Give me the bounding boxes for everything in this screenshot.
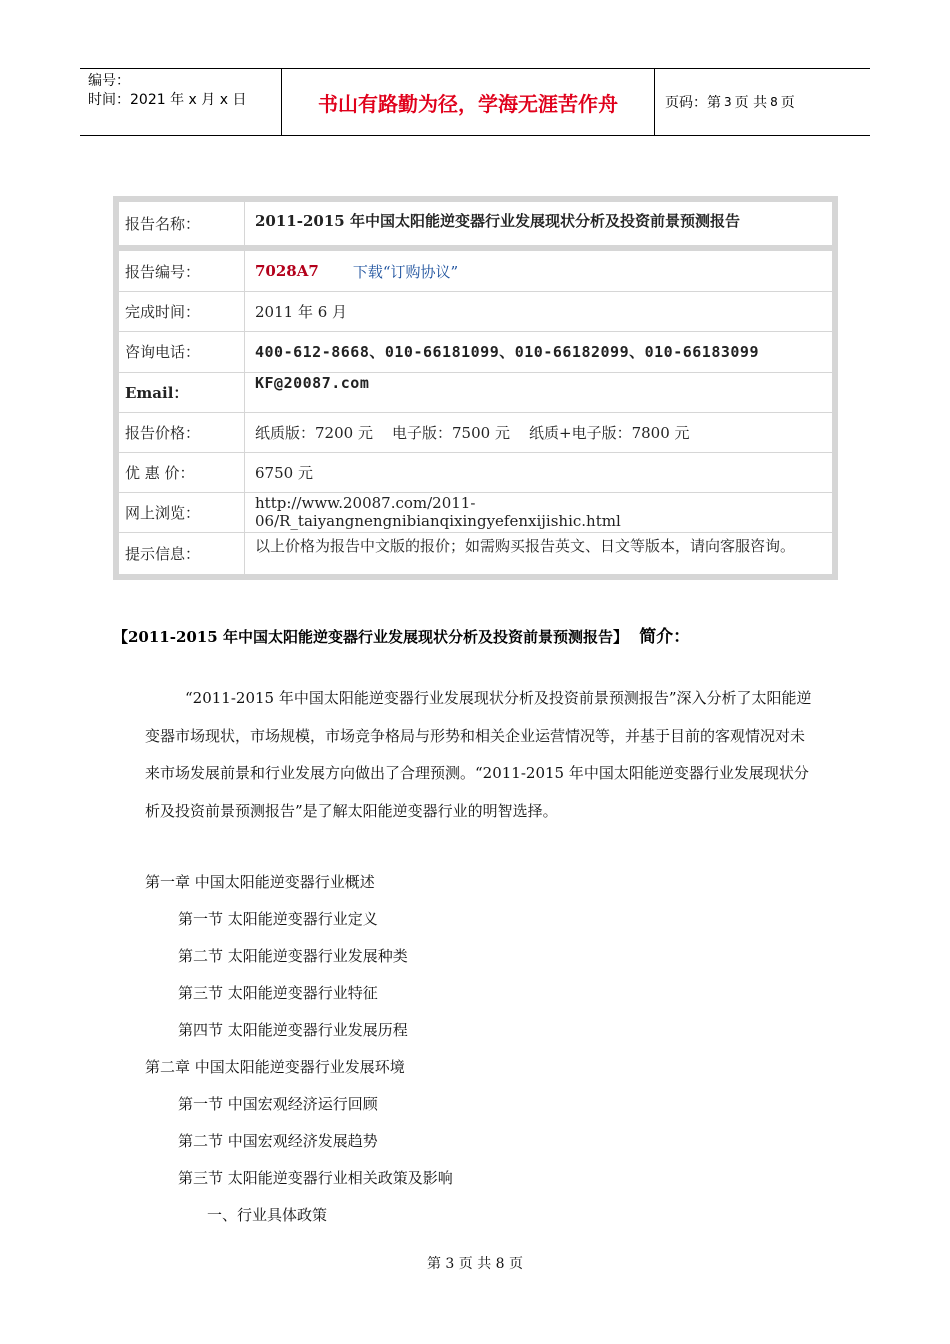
- page-footer: 第 3 页 共 8 页: [426, 1256, 524, 1272]
- row-report-name: [119, 202, 832, 246]
- page-suffix: 页: [780, 95, 795, 111]
- toc-item: 第一章 中国太阳能逆变器行业概述: [145, 873, 375, 891]
- row-label: 提示信息：: [119, 532, 245, 574]
- toc-item: 一、行业具体政策: [207, 1206, 328, 1224]
- price-value: 纸质版：7200 元 电子版：7500 元 纸质+电子版：7800 元: [255, 423, 690, 442]
- header-page-number: [655, 69, 870, 135]
- row-label: 优 惠 价：: [119, 452, 245, 492]
- intro-paragraph: [145, 680, 815, 830]
- row-price: [119, 412, 832, 453]
- row-label: 网上浏览：: [119, 492, 245, 532]
- report-name-value: 2011-2015 年中国太阳能逆变器行业发展现状分析及投资前景预测报告: [255, 212, 740, 230]
- toc-item: 第三节 太阳能逆变器行业相关政策及影响: [178, 1169, 453, 1187]
- row-url: [119, 492, 832, 533]
- toc-item: 第二章 中国太阳能逆变器行业发展环境: [145, 1058, 405, 1076]
- row-complete-date: [119, 291, 832, 332]
- page-header: [80, 68, 870, 136]
- notice-value: 以上价格为报告中文版的报价；如需购买报告英文、日文等版本，请向客服咨询。: [255, 537, 796, 555]
- row-label: 咨询电话：: [119, 331, 245, 372]
- header-motto: 书山有路勤为径，学海无涯苦作舟: [282, 69, 655, 135]
- download-agreement-link[interactable]: 下载“订购协议”: [352, 262, 459, 281]
- section-title: [113, 622, 690, 647]
- discount-value: 6750 元: [255, 463, 313, 482]
- intro-paragraph-text: “2011-2015 年中国太阳能逆变器行业发展现状分析及投资前景预测报告”深入分析了太阳能逆变器市场现状，市场规模，市场竞争格局与形势和相关企业运营情况等，并基于目前的客观情况对未来市场发展前景和行业发展方向做出了合理预测。“2011-2015 年中国太阳能逆变器行业发展现状分析及投资前景预测报告”是了解太阳能逆变器行业的明智选择。: [145, 689, 812, 820]
- section-title-text: 【2011-2015 年中国太阳能逆变器行业发展现状分析及投资前景预测报告】: [113, 628, 628, 646]
- row-label: 报告名称：: [119, 202, 245, 245]
- page-mid: 页 共: [734, 95, 768, 111]
- row-report-code: [119, 251, 832, 292]
- phone-value: 400-612-8668、010-66181099、010-66182099、010-66183099: [255, 343, 759, 361]
- toc-item: 第一节 中国宏观经济运行回顾: [178, 1095, 378, 1113]
- row-discount: [119, 452, 832, 493]
- page-current: 3: [724, 95, 732, 109]
- row-phone: [119, 331, 832, 373]
- toc-item: 第四节 太阳能逆变器行业发展历程: [178, 1021, 408, 1039]
- toc-item: 第三节 太阳能逆变器行业特征: [178, 984, 378, 1002]
- table-of-contents: [145, 864, 795, 1234]
- intro-label: 简介：: [639, 627, 691, 647]
- report-code-value: 7028A7: [255, 262, 319, 280]
- email-value[interactable]: KF@20087.com: [255, 374, 370, 392]
- toc-item: 第一节 太阳能逆变器行业定义: [178, 910, 378, 928]
- toc-item: 第二节 太阳能逆变器行业发展种类: [178, 947, 408, 965]
- code-label: 编号：: [88, 73, 130, 89]
- row-label: 完成时间：: [119, 291, 245, 331]
- row-email: [119, 372, 832, 413]
- header-meta: [80, 69, 282, 135]
- row-notice: [119, 532, 832, 574]
- page-total: 8: [770, 95, 778, 109]
- report-info-table: [113, 196, 838, 580]
- time-label: 时间：2021 年 x 月 x 日: [88, 92, 247, 108]
- report-url-link[interactable]: http://www.20087.com/2011-06/R_taiyangnengnibianqixingyefenxijishic.html: [255, 494, 621, 530]
- row-label: 报告编号：: [119, 251, 245, 291]
- row-label: 报告价格：: [119, 412, 245, 452]
- row-label: Email：: [119, 372, 245, 412]
- complete-date-value: 2011 年 6 月: [255, 302, 348, 321]
- toc-item: 第二节 中国宏观经济发展趋势: [178, 1132, 378, 1150]
- page-prefix: 页码：第: [665, 95, 721, 111]
